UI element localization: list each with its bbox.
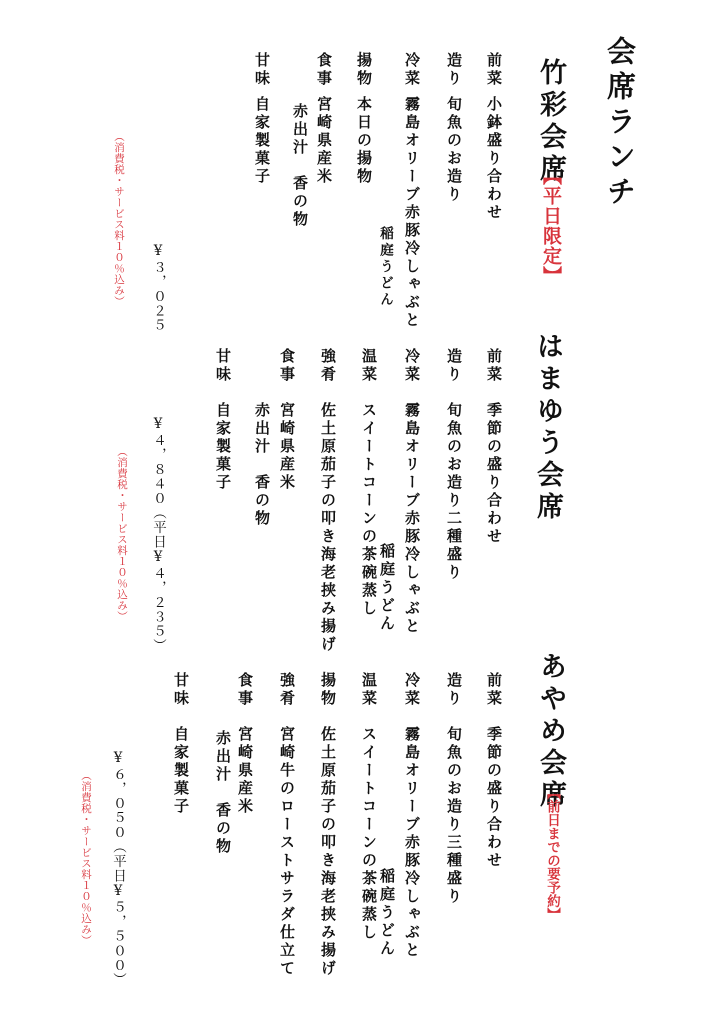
menu-label: 温菜 — [360, 672, 378, 708]
menu-item-reisai-sub: 稲庭うどん — [378, 868, 396, 958]
menu-label: 食事 — [278, 348, 296, 384]
menu-item-reisai-sub: 稲庭うどん — [378, 543, 396, 633]
menu-item-shokuji-2: 赤出汁 香の物 — [253, 402, 271, 528]
course-title-hamayu: はまゆう会席 — [532, 332, 563, 524]
menu-text: スイートコーンの茶碗蒸し — [360, 402, 378, 618]
menu-item-zensai — [486, 348, 501, 546]
menu-item-zensai — [486, 672, 501, 870]
menu-item-agemono — [320, 672, 335, 978]
menu-label: 前菜 — [485, 348, 503, 384]
menu-label: 冷菜 — [403, 348, 421, 384]
menu-item-shokuji-2: 赤出汁 香の物 — [214, 730, 232, 856]
tax-note: （消費税・サービス料１０％込み） — [116, 446, 128, 622]
tax-note: （消費税・サービス料１０％込み） — [80, 770, 92, 946]
menu-label: 冷菜 — [403, 52, 421, 88]
menu-item-shokuji — [316, 52, 331, 186]
menu-label: 造り — [445, 52, 463, 88]
menu-text: 自家製菓子 — [214, 402, 232, 492]
menu-item-onsai — [361, 672, 376, 942]
menu-item-tsukuri — [446, 672, 461, 906]
course-note-reservation: 【前日までの要予約】 — [544, 786, 560, 921]
course-title-ayame: あやめ会席 — [535, 652, 566, 812]
menu-text: 宮崎県産米 — [278, 402, 296, 492]
menu-label: 冷菜 — [403, 672, 421, 708]
menu-text: 旬魚のお造り二種盛り — [445, 402, 463, 582]
menu-item-kanmi — [254, 52, 269, 186]
menu-label: 強肴 — [319, 348, 337, 384]
menu-label: 甘味 — [253, 52, 271, 88]
menu-item-shiizakana — [320, 348, 335, 654]
menu-item-shiizakana — [279, 672, 294, 978]
course-price: ¥３，０２５ — [150, 243, 166, 333]
menu-label: 造り — [445, 348, 463, 384]
menu-item-tsukuri — [446, 348, 461, 582]
menu-text: 小鉢盛り合わせ — [485, 96, 503, 222]
menu-text: 霧島オリーブ赤豚冷しゃぶと — [403, 96, 421, 330]
menu-text: 佐土原茄子の叩き海老挟み揚げ — [319, 726, 337, 978]
menu-item-reisai — [404, 348, 419, 636]
course-price: ¥４，８４０（平日¥４，２３５） — [150, 416, 166, 653]
menu-item-reisai — [404, 52, 419, 330]
menu-text: 旬魚のお造り三種盛り — [445, 726, 463, 906]
menu-text: 自家製菓子 — [172, 726, 190, 816]
menu-label: 食事 — [315, 52, 333, 88]
menu-item-onsai — [361, 348, 376, 618]
menu-item-agemono — [356, 52, 371, 186]
menu-item-kanmi — [215, 348, 230, 492]
menu-label: 温菜 — [360, 348, 378, 384]
menu-text: 季節の盛り合わせ — [485, 402, 503, 546]
menu-label: 揚物 — [319, 672, 337, 708]
menu-text: スイートコーンの茶碗蒸し — [360, 726, 378, 942]
course-note-weekday-only: 【平日限定】 — [540, 166, 562, 286]
menu-label: 造り — [445, 672, 463, 708]
menu-label: 揚物 — [355, 52, 373, 88]
menu-item-tsukuri — [446, 52, 461, 204]
menu-item-shokuji — [279, 348, 294, 492]
course-title-takesai: 竹彩会席 — [535, 58, 566, 186]
course-price: ¥６，０５０（平日¥５，５００） — [110, 750, 126, 987]
menu-label: 甘味 — [172, 672, 190, 708]
menu-text: 季節の盛り合わせ — [485, 726, 503, 870]
menu-text: 霧島オリーブ赤豚冷しゃぶと — [403, 402, 421, 636]
menu-text: 霧島オリーブ赤豚冷しゃぶと — [403, 726, 421, 960]
menu-text: 本日の揚物 — [355, 96, 373, 186]
menu-item-zensai — [486, 52, 501, 222]
menu-item-shokuji-2: 赤出汁 香の物 — [291, 103, 309, 229]
menu-text: 宮崎県産米 — [236, 726, 254, 816]
menu-label: 強肴 — [278, 672, 296, 708]
menu-item-reisai — [404, 672, 419, 960]
menu-text: 旬魚のお造り — [445, 96, 463, 204]
menu-label: 前菜 — [485, 672, 503, 708]
menu-text: 佐土原茄子の叩き海老挟み揚げ — [319, 402, 337, 654]
menu-item-shokuji — [237, 672, 252, 816]
page-title: 会席ランチ — [603, 36, 637, 211]
menu-label: 食事 — [236, 672, 254, 708]
menu-label: 甘味 — [214, 348, 232, 384]
menu-text: 自家製菓子 — [253, 96, 271, 186]
menu-label: 前菜 — [485, 52, 503, 88]
menu-text: 宮崎県産米 — [315, 96, 333, 186]
tax-note: （消費税・サービス料１０％込み） — [113, 131, 125, 307]
menu-text: 宮崎牛のローストサラダ仕立て — [278, 726, 296, 978]
menu-item-reisai-sub: 稲庭うどん — [377, 226, 393, 309]
menu-item-kanmi — [173, 672, 188, 816]
